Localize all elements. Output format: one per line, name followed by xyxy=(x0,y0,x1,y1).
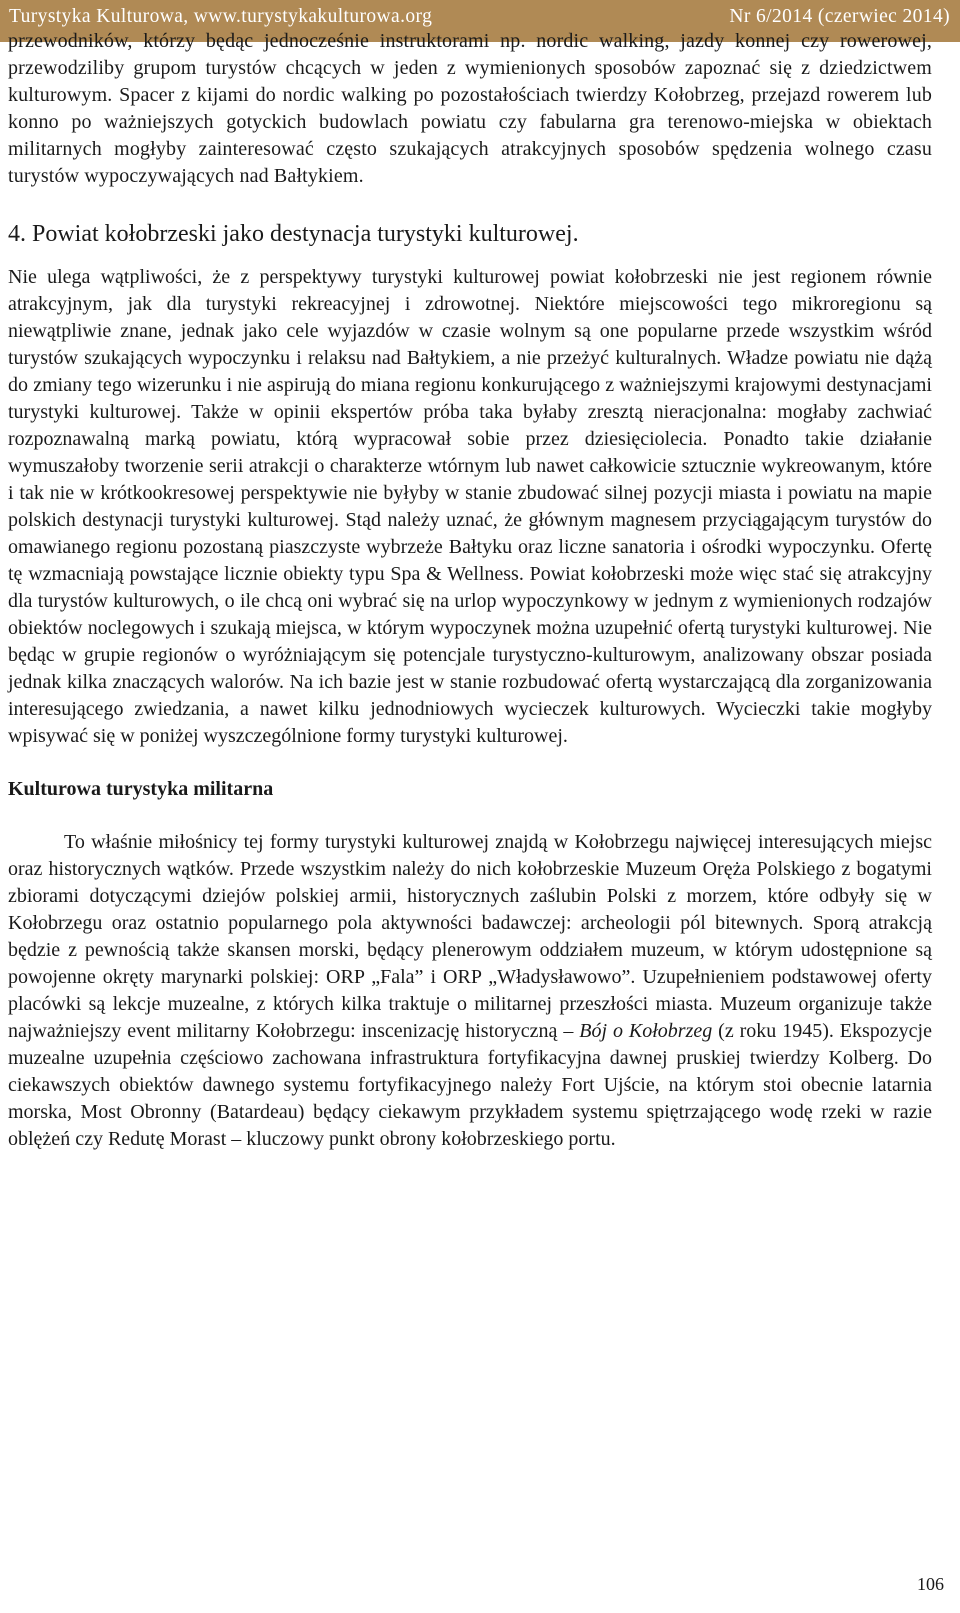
event-title-italic: Bój o Kołobrzeg xyxy=(579,1020,713,1042)
page-number: 106 xyxy=(917,1574,944,1594)
paragraph-continued: przewodników, którzy będąc jednocześnie instruktorami np. nordic walking, jazdy konnej czy rowerowej, przewodziliby grupom turystów chcących w jeden z wymienionych sposobów zapoznać się z dziedzictwem kulturowym. Spacer z kijami do nordic walking po pozostałościach twierdzy Kołobrzeg, przejazd rowerem lub konno po ważniejszych gotyckich budowlach powiatu czy fabularna gra terenowo-miejska w obiektach militarnych mogłyby zainteresować często szukających atrakcyjnych sposobów spędzenia wolnego czasu turystów wypoczywających nad Bałtykiem. xyxy=(8,30,932,187)
paragraph-text-part-1: To właśnie miłośnicy tej formy turystyki kulturowej znajdą w Kołobrzegu najwięcej interesujących miejsc oraz historycznych wątków. Przede wszystkim należy do nich kołobrzeskie Muzeum Oręża Polskiego z bogatymi zbiorami dotyczącymi dziejów polskiej armii, historycznych zaślubin Polski z morzem, które odbyły się w Kołobrzegu oraz ostatnio popularnego pola aktywności badawczej: archeologii pól bitewnych. Sporą atrakcją będzie z pewnością także skansen morski, będący plenerowym oddziałem muzeum, w którym udostępnione są powojenne okręty marynarki polskiej: ORP „Fala” i ORP „Władysławowo”. Uzupełnieniem podstawowej oferty placówki są lekcje muzealne, z których kilka traktuje o militarnej przeszłości miasta. Muzeum organizuje także najważniejszy event militarny Kołobrzegu: inscenizację historyczną – xyxy=(8,831,932,1042)
issue-label: Nr 6/2014 (czerwiec 2014) xyxy=(729,6,950,27)
journal-title: Turystyka Kulturowa, www.turystykakulturowa.org xyxy=(9,6,433,27)
paragraph-military-tourism xyxy=(8,829,932,1153)
paragraph-kolobrzeg-destination: Nie ulega wątpliwości, że z perspektywy turystyki kulturowej powiat kołobrzeski nie jest regionem równie atrakcyjnym, jak dla turystyki rekreacyjnej i zdrowotnej. Niektóre miejscowości tego mikroregionu są niewątpliwie znane, jednak jako cele wyjazdów w czasie wolnym są one popularne przede wszystkim wśród turystów szukających wypoczynku i relaksu nad Bałtykiem, a nie przeżyć kulturalnych. Władze powiatu nie dążą do zmiany tego wizerunku i nie aspirują do miana regionu konkurującego z ważniejszymi krajowymi destynacjami turystyki kulturowej. Także w opinii ekspertów próba taka byłaby zresztą nieracjonalna: mogłaby zachwiać rozpoznawalną marką powiatu, którą wypracował sobie przez dziesięciolecia. Ponadto takie działanie wymuszałoby tworzenie serii atrakcji o charakterze wtórnym lub nawet całkowicie sztucznie wykreowanym, które i tak nie w krótkookresowej perspektywie nie byłyby w stanie zbudować silnej pozycji miasta i powiatu na mapie polskich destynacji turystyki kulturowej. Stąd należy uznać, że głównym magnesem przyciągającym turystów do omawianego regionu pozostaną piaszczyste wybrzeże Bałtyku oraz liczne sanatoria i ośrodki wypoczynku. Ofertę tę wzmacniają powstające licznie obiekty typu Spa & Wellness. Powiat kołobrzeski może więc stać się atrakcyjny dla turystów kulturowych, o ile chcą oni wybrać się na urlop wypoczynkowy w jednym z wymienionych rodzajów obiektów noclegowych i szukają miejsca, w którym wypoczynek można uzupełnić ofertą turystyki kulturowej. Nie będąc w grupie regionów o wyróżniającym się potencjale turystyczno-kulturowym, analizowany obszar posiada jednak kilka znaczących walorów. Na ich bazie jest w stanie rozbudować ofertą wystarczającą dla zorganizowania interesującego zwiedzania, a nawet kilku jednodniowych wycieczek kulturowych. Wycieczki takie mogłyby wpisywać się w poniżej wyszczególnione formy turystyki kulturowej. xyxy=(8,266,932,747)
article-body xyxy=(8,28,932,1153)
section-heading: 4. Powiat kołobrzeski jako destynacja turystyki kulturowej. xyxy=(8,221,579,247)
paragraph-text-part-2: (z roku 1945). Ekspozycje muzealne uzupełnia częściowo zachowana infrastruktura fortyfikacyjna dawnej pruskiej twierdzy Kolberg. Do ciekawszych obiektów dawnego systemu fortyfikacyjnego należy Fort Ujście, na którym stoi obecnie latarnia morska, Most Obronny (Batardeau) będący ciekawym przykładem systemu spiętrzającego wodę rzeki w razie oblężeń czy Redutę Morast – kluczowy punkt obrony kołobrzeskiego portu. xyxy=(8,1020,932,1150)
subsection-heading: Kulturowa turystyka militarna xyxy=(8,778,274,800)
